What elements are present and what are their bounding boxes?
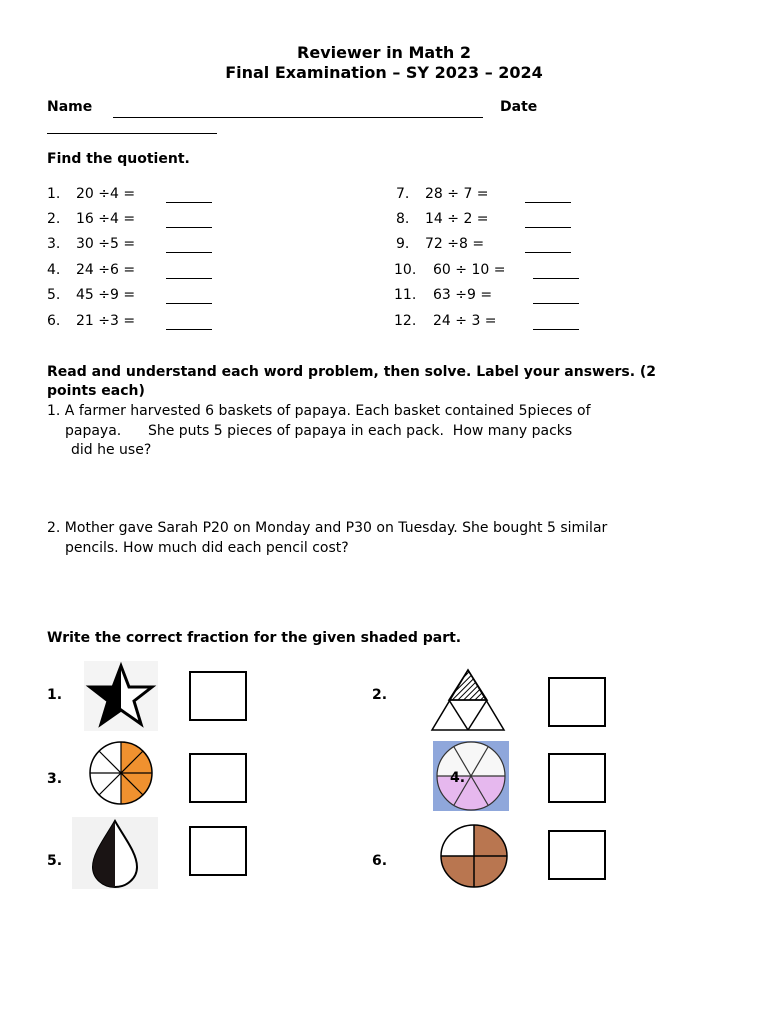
quotient-item-expression: 24 ÷ 3 = — [433, 313, 497, 329]
word-problem-2-cont: pencils. How much did each pencil cost? — [65, 540, 349, 556]
quotient-item-number: 2. — [47, 211, 61, 227]
half-shaded-star-icon — [84, 661, 158, 731]
word-problem-1-cont: did he use? — [71, 442, 152, 458]
answer-blank[interactable] — [525, 202, 571, 203]
quotient-item-expression: 20 ÷4 = — [76, 186, 136, 202]
quotient-item-number: 1. — [47, 186, 61, 202]
answer-blank[interactable] — [166, 329, 212, 330]
circle-sixths-icon — [433, 741, 509, 811]
word-problem-1: 1. A farmer harvested 6 baskets of papaya. Each basket contained 5pieces of — [47, 403, 591, 419]
quotient-item-number: 9. — [396, 236, 410, 252]
section-heading-word-problems: Read and understand each word problem, then solve. Label your answers. (2 — [47, 364, 657, 380]
answer-blank[interactable] — [525, 252, 571, 253]
fraction-answer-box[interactable] — [189, 826, 247, 876]
quotient-item-expression: 21 ÷3 = — [76, 313, 136, 329]
page-subtitle: Final Examination – SY 2023 – 2024 — [225, 63, 543, 82]
section-heading-word-problems-cont: points each) — [47, 383, 145, 399]
quotient-item-number: 5. — [47, 287, 61, 303]
date-field[interactable] — [47, 133, 217, 134]
page-title: Reviewer in Math 2 — [297, 43, 471, 62]
quotient-item-number: 3. — [47, 236, 61, 252]
quotient-item-expression: 24 ÷6 = — [76, 262, 136, 278]
quotient-item-expression: 28 ÷ 7 = — [425, 186, 489, 202]
quotient-item-expression: 16 ÷4 = — [76, 211, 136, 227]
quotient-item-expression: 60 ÷ 10 = — [433, 262, 506, 278]
name-label: Name — [47, 99, 93, 115]
answer-blank[interactable] — [166, 252, 212, 253]
circle-eighths-icon — [86, 740, 156, 806]
fraction-item-number: 5. — [47, 853, 63, 869]
fraction-answer-box[interactable] — [548, 753, 606, 803]
circle-quarters-icon — [438, 823, 510, 889]
quotient-item-number: 4. — [47, 262, 61, 278]
fraction-answer-box[interactable] — [548, 830, 606, 880]
quotient-item-number: 12. — [394, 313, 417, 329]
half-shaded-drop-icon — [72, 817, 158, 889]
fraction-item-number: 3. — [47, 771, 63, 787]
fraction-item-number: 1. — [47, 687, 63, 703]
answer-blank[interactable] — [533, 278, 579, 279]
date-label: Date — [500, 99, 538, 115]
quotient-item-number: 8. — [396, 211, 410, 227]
section-heading-fractions: Write the correct fraction for the given shaded part. — [47, 630, 462, 646]
quotient-item-number: 6. — [47, 313, 61, 329]
answer-blank[interactable] — [533, 329, 579, 330]
fraction-answer-box[interactable] — [189, 753, 247, 803]
fraction-item-number: 6. — [372, 853, 388, 869]
answer-blank[interactable] — [166, 303, 212, 304]
fraction-item-number: 2. — [372, 687, 388, 703]
fraction-answer-box[interactable] — [548, 677, 606, 727]
answer-blank[interactable] — [166, 202, 212, 203]
quotient-item-expression: 45 ÷9 = — [76, 287, 136, 303]
section-heading-quotient: Find the quotient. — [47, 151, 190, 167]
fraction-answer-box[interactable] — [189, 671, 247, 721]
quotient-item-expression: 30 ÷5 = — [76, 236, 136, 252]
triangle-fraction-icon — [428, 667, 508, 733]
quotient-item-number: 10. — [394, 262, 417, 278]
quotient-item-number: 11. — [394, 287, 417, 303]
fraction-item-number: 4. — [450, 770, 466, 786]
quotient-item-expression: 14 ÷ 2 = — [425, 211, 489, 227]
answer-blank[interactable] — [525, 227, 571, 228]
answer-blank[interactable] — [166, 227, 212, 228]
answer-blank[interactable] — [533, 303, 579, 304]
name-field[interactable] — [113, 117, 483, 118]
answer-blank[interactable] — [166, 278, 212, 279]
quotient-item-number: 7. — [396, 186, 410, 202]
quotient-item-expression: 72 ÷8 = — [425, 236, 485, 252]
word-problem-2: 2. Mother gave Sarah P20 on Monday and P30 on Tuesday. She bought 5 similar — [47, 520, 608, 536]
quotient-item-expression: 63 ÷9 = — [433, 287, 493, 303]
word-problem-1-cont: papaya. She puts 5 pieces of papaya in each pack. How many packs — [65, 423, 573, 439]
